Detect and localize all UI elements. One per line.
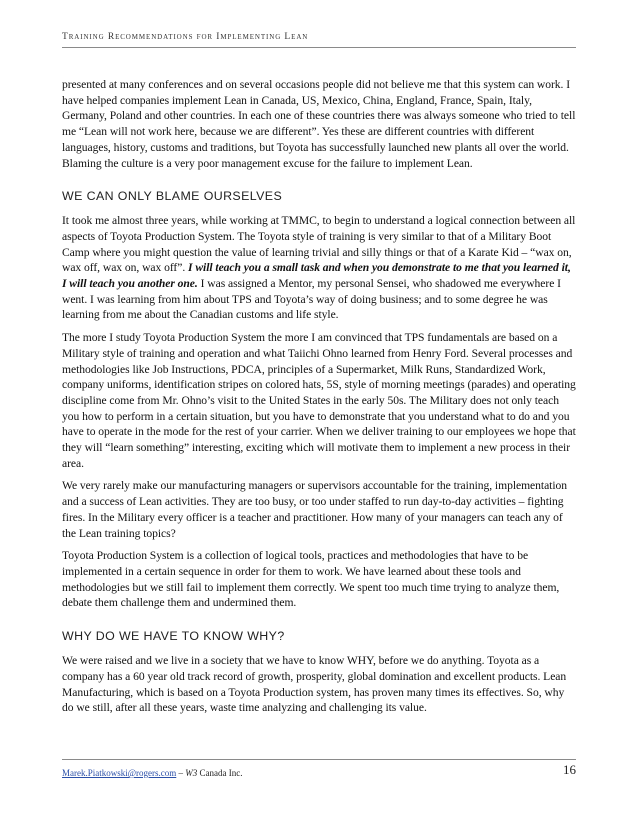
footer-company-rest: Canada Inc. — [197, 768, 243, 778]
footer-rule — [62, 759, 576, 760]
blame-paragraph-1-emphasis: I will teach you a small task and when you demonstrate to me that you learned it, I will teach you another one. — [62, 261, 571, 291]
blame-paragraph-4: Toyota Production System is a collection of logical tools, practices and methodologies that have to be implemented in a certain sequence in order for them to work. We have learned about these tools and methodologies but we still fail to implement them correctly. We spent too much time trying to analyze them, debate them challenge them and undermined them. — [62, 549, 560, 610]
blame-paragraph-1-text-a: It took me almost three years, while working at TMMC, to begin to understand a logical connection between all aspects of Toyota Production System. The Toyota style of training is very similar to that of a Military Boot Camp where you might question the value of learning trivial and silly things or that of a Karate Kid – “wax on, wax off, wax on, wax off”. — [62, 214, 576, 275]
blame-paragraph-1-text-b: I was assigned a Mentor, my personal Sensei, who shadowed me everywhere I went. I was learning from him about TPS and Toyota’s way of doing business; and to some degree he was learning from me about the Canadian customs and life style. — [62, 277, 561, 322]
footer-email-link[interactable]: Marek.Piatkowski@rogers.com — [62, 768, 177, 778]
section-title-why: WHY DO WE HAVE TO KNOW WHY? — [62, 629, 285, 644]
footer-company — [185, 768, 242, 778]
body-text — [62, 77, 576, 723]
running-header: Training Recommendations for Implementing Lean — [62, 32, 309, 42]
blame-paragraph-1 — [62, 213, 576, 323]
page-number: 16 — [563, 762, 576, 777]
why-paragraph-1: We were raised and we live in a society that we have to know WHY, before we do anything. Toyota as a company has a 60 year old track record of growth, prosperity, global domination and excellent products. Lean Manufacturing, which is based on a Toyota Production system, has proven many times its effectives. So, why do we still, after all these years, waste time analyzing and challenging its value. — [62, 654, 567, 715]
footer-contact — [62, 768, 243, 778]
footer-company-w3: W3 — [185, 768, 198, 778]
header-rule — [62, 47, 576, 48]
blame-paragraph-2: The more I study Toyota Production System the more I am convinced that TPS fundamentals are based on a Military style of training and operation and what Taiichi Ohno learned from Henry Ford. Several processes and methodologies like Job Instructions, PDCA, principles of a Supermarket, Milk Runs, Standardized Work, company uniforms, identification stripes on colored hats, 5S, style of morning meetings (parades) and operating discipline come from Mr. Ohno’s visit to the United States in the early 50s. The Military does not only teach you how to perform in a certain situation, but you have to demonstrate that you understand what to do and you have to operate in the mode for the rest of your carrier. When we deliver training to our employees we hope that they will “learn something” interesting, exciting which will motivate them to implement a new process in their area. — [62, 331, 576, 470]
footer-separator: – — [176, 768, 186, 778]
intro-paragraph: presented at many conferences and on several occasions people did not believe me that this system can work. I have helped companies implement Lean in Canada, US, Mexico, China, England, France, Spain, Italy, Germany, Poland and other countries. In each one of these countries there was always someone who tried to tell me “Lean will not work here, because we are different”. Yes these are different countries with different languages, history, customs and traditions, but Toyota has successfully launched new plants all over the world. Blaming the culture is a very poor management excuse for the failure to implement Lean. — [62, 78, 576, 170]
section-title-blame: WE CAN ONLY BLAME OURSELVES — [62, 189, 283, 204]
blame-paragraph-3: We very rarely make our manufacturing managers or supervisors accountable for the training, implementation and a success of Lean activities. They are too busy, or too under staffed to run day-to-day activities – fighting fires. In the Military every officer is a teacher and practitioner. How many of your managers can teach any of the Lean training topics? — [62, 479, 567, 540]
